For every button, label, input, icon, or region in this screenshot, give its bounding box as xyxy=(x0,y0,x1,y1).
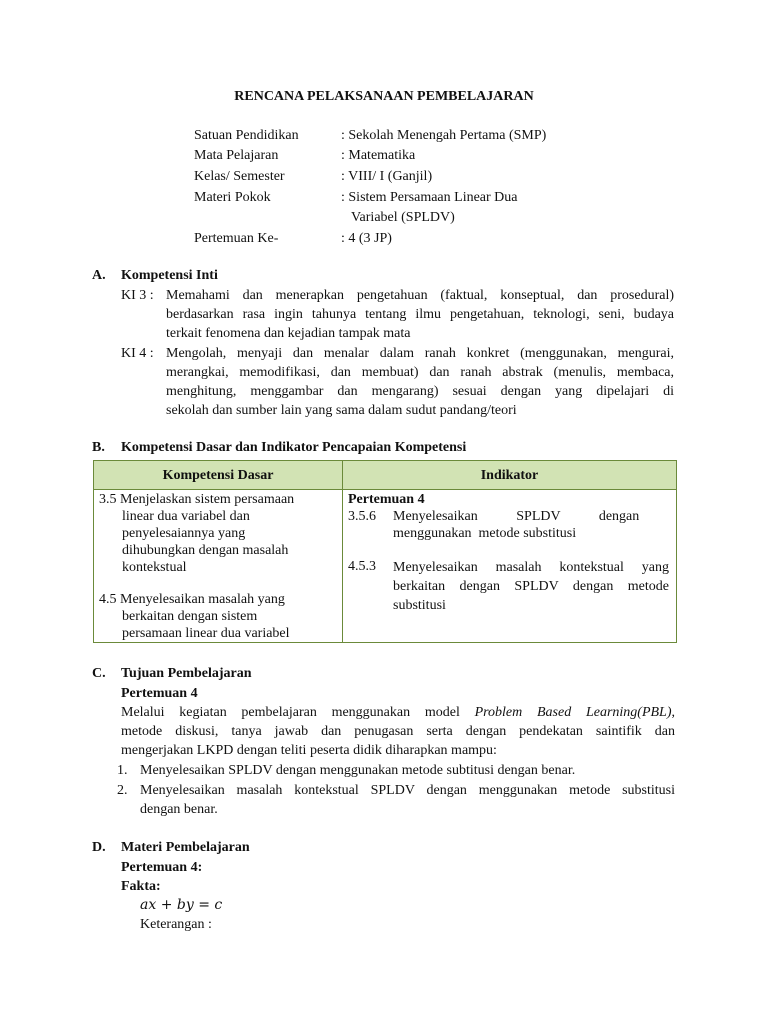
objective-line: dengan benar. xyxy=(140,802,218,817)
identity-value-continued: Variabel (SPLDV) xyxy=(351,210,455,225)
section-a-title: Kompetensi Inti xyxy=(121,268,218,283)
kd-line: linear dua variabel dan xyxy=(122,509,250,524)
formula: ax + by = c xyxy=(140,897,223,913)
section-a-letter: A. xyxy=(92,268,106,283)
ki3-text xyxy=(166,286,674,343)
section-d-letter: D. xyxy=(92,840,106,855)
section-d-fakta: Fakta: xyxy=(121,879,161,894)
kd-line: penyelesaiannya yang xyxy=(122,526,246,541)
section-d-meeting: Pertemuan 4: xyxy=(121,860,203,875)
intro-line xyxy=(121,703,675,722)
intro-after: , xyxy=(671,705,675,720)
ki3-line: Memahami dan menerapkan pengetahuan (faktual, konseptual, dan prosedural) xyxy=(166,288,674,303)
indikator-line: substitusi xyxy=(393,598,446,613)
identity-value: : Sistem Persamaan Linear Dua xyxy=(341,190,518,205)
identity-label: Kelas/ Semester xyxy=(194,169,285,184)
identity-value: : VIII/ I (Ganjil) xyxy=(341,169,433,184)
ki4-line: sekolah dan sumber lain yang sama dalam sudut pandang/teori xyxy=(166,403,517,418)
ki4-line: merangkai, memodifikasi, dan membuat) dan ranah abstrak (menulis, membaca, xyxy=(166,365,674,380)
section-c-title: Tujuan Pembelajaran xyxy=(121,666,252,681)
indikator-line: Menyelesaikan masalah kontekstual yang xyxy=(393,560,669,575)
ki3-line: berdasarkan rasa ingin tahunya tentang ilmu pengetahuan, teknologi, seni, budaya xyxy=(166,307,674,322)
objective-number: 1. xyxy=(117,763,128,778)
indikator-text xyxy=(393,558,669,615)
competency-table xyxy=(93,460,677,643)
indikator-number: 3.5.6 xyxy=(348,509,376,524)
indikator-line: Menyelesaikan SPLDV dengan xyxy=(393,509,640,524)
identity-value: : 4 (3 JP) xyxy=(341,231,392,246)
indikator-line: berkaitan dengan SPLDV dengan metode xyxy=(393,579,669,594)
ki3-label: KI 3 : xyxy=(121,288,154,303)
section-c-letter: C. xyxy=(92,666,106,681)
kd-line: kontekstual xyxy=(122,560,187,575)
section-b-letter: B. xyxy=(92,440,105,455)
indikator-heading: Pertemuan 4 xyxy=(348,492,425,507)
section-c-intro xyxy=(121,703,675,760)
identity-label: Mata Pelajaran xyxy=(194,148,279,163)
table-header-kd: Kompetensi Dasar xyxy=(94,461,343,490)
section-b-title: Kompetensi Dasar dan Indikator Pencapaian Kompetensi xyxy=(121,440,467,455)
intro-line: mengerjakan LKPD dengan teliti peserta didik diharapkan mampu: xyxy=(121,743,497,758)
ki4-line: menghitung, menggambar dan mengarang) sesuai dengan yang dipelajari di xyxy=(166,384,674,399)
objective-text xyxy=(140,761,675,780)
ki4-label: KI 4 : xyxy=(121,346,154,361)
table-header-indikator: Indikator xyxy=(343,461,677,490)
keterangan-label: Keterangan : xyxy=(140,917,212,932)
ki3-line: terkait fenomena dan kejadian tampak mata xyxy=(166,326,411,341)
section-d-title: Materi Pembelajaran xyxy=(121,840,250,855)
ki4-text xyxy=(166,344,674,420)
kd-cell xyxy=(94,490,343,643)
indikator-number: 4.5.3 xyxy=(348,559,376,574)
objective-line: Menyelesaikan SPLDV dengan menggunakan metode subtitusi dengan benar. xyxy=(140,763,576,778)
identity-label: Satuan Pendidikan xyxy=(194,128,299,143)
section-c-meeting: Pertemuan 4 xyxy=(121,686,198,701)
kd-line: 3.5 Menjelaskan sistem persamaan xyxy=(99,492,295,507)
identity-value: : Matematika xyxy=(341,148,416,163)
model-name: Problem Based Learning(PBL) xyxy=(474,705,672,720)
kd-line: persamaan linear dua variabel xyxy=(122,626,290,641)
objective-line: Menyelesaikan masalah kontekstual SPLDV dengan menggunakan metode substitusi xyxy=(140,783,675,798)
identity-value: : Sekolah Menengah Pertama (SMP) xyxy=(341,128,547,143)
document-title: RENCANA PELAKSANAAN PEMBELAJARAN xyxy=(234,89,534,104)
identity-label: Pertemuan Ke- xyxy=(194,231,279,246)
kd-line: dihubungkan dengan masalah xyxy=(122,543,289,558)
ki4-line: Mengolah, menyaji dan menalar dalam ranah konkret (menggunakan, mengurai, xyxy=(166,346,674,361)
identity-label: Materi Pokok xyxy=(194,190,271,205)
objective-text xyxy=(140,781,675,819)
intro-before: Melalui kegiatan pembelajaran menggunakan model xyxy=(121,705,475,720)
indikator-line: menggunakan metode substitusi xyxy=(393,526,577,541)
intro-line: metode diskusi, tanya jawab dan penugasan serta dengan pendekatan saintifik dan xyxy=(121,724,675,739)
kd-line: 4.5 Menyelesaikan masalah yang xyxy=(99,592,285,607)
kd-line: berkaitan dengan sistem xyxy=(122,609,258,624)
indikator-cell xyxy=(343,490,677,643)
objective-number: 2. xyxy=(117,783,128,798)
